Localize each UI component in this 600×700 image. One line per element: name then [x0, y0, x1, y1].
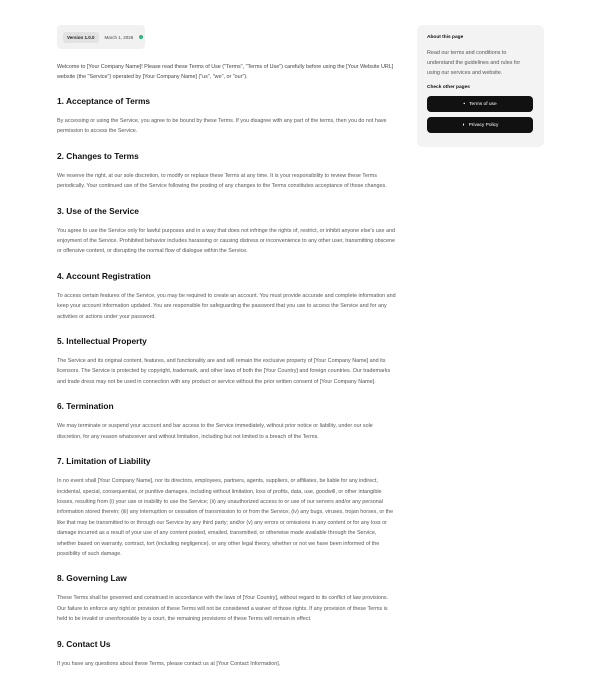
section-heading: 3. Use of the Service [57, 205, 139, 216]
terms-content [57, 62, 397, 669]
section-body: You agree to use the Service only for lawful purposes and in a way that does not infringe the rights of, restrict, or inhibit anyone else's use and enjoyment of the Service. Prohibited behavior includes harassing or causing distress or inconvenience to any other user, transmitting obscene or offensive content, or disrupting the normal flow of dialogue within the Service. [57, 227, 396, 255]
section-heading: 2. Changes to Terms [57, 150, 139, 161]
section-body: If you have any questions about these Terms, please contact us at [Your Contact Information]. [57, 660, 281, 667]
sidebar-title: About this page [427, 35, 464, 40]
privacy-policy-button[interactable] [427, 117, 533, 133]
terms-of-use-button[interactable] [427, 96, 533, 112]
section-heading: 6. Termination [57, 401, 114, 412]
section-changes [57, 151, 397, 192]
section-body: We reserve the right, at our sole discretion, to modify or replace these Terms at any time. It is your responsibility to review these Terms periodically. Your continued use of the Service following the posting of any changes to the Terms constitutes acceptance of those changes. [57, 172, 387, 190]
section-use [57, 206, 397, 257]
section-body: By accessing or using the Service, you agree to be bound by these Terms. If you disagree with any part of the terms, then you do not have permission to access the Service. [57, 118, 387, 135]
section-ip [57, 336, 397, 387]
version-badge: Version 1.0.0 [63, 32, 99, 43]
section-heading: 7. Limitation of Liability [57, 456, 151, 467]
section-body: In no event shall [Your Company Name], nor its directors, employees, partners, agents, suppliers, or affiliates, be liable for any indirect, incidental, special, consequential, or punitive damages, including without limitation, loss of profits, data, use, goodwill, or other intangible losses, resulting from (i) your use or inability to use the Service; (ii) any unauthorized access to or use of our servers and/or any personal information stored therein; (iii) any interruption or cessation of transmission to or from the Service; (iv) any bugs, viruses, trojan horses, or the like that may be transmitted to or through our Service by any third party; and/or (v) any errors or omissions in any content or for any loss or damage incurred as a result of your use of any content posted, emailed, transmitted, or otherwise made available through the Service, whether based on warranty, contract, tort (including negligence), or any other legal theory, whether or not we have been informed of the possibility of such damage. [57, 478, 394, 557]
document-icon: ▪ [463, 100, 466, 107]
section-termination [57, 401, 397, 442]
section-heading: 5. Intellectual Property [57, 336, 147, 347]
half-circle-icon: ◑ [461, 121, 465, 128]
section-governing-law [57, 573, 397, 624]
section-body: The Service and its original content, features, and functionality are and will remain the exclusive property of [Your Company Name] and its licensors. The Service is protected by copyright, trademark, and other laws of both the [Your Country] and foreign countries. Our trademarks and trade dress may not be used in connection with any product or service without the prior written consent of [Your Company Name]. [57, 358, 391, 385]
section-acceptance [57, 96, 397, 137]
other-pages-label: Check other pages [427, 85, 470, 90]
section-body: To access certain features of the Service, you may be required to create an account. You must provide accurate and complete information and keep your account information updated. You are responsible for safeguarding the password that you use to access the Service and for any activities or actions under your password. [57, 292, 396, 320]
section-heading: 1. Acceptance of Terms [57, 96, 151, 106]
section-liability [57, 456, 397, 559]
sidebar-description: Read our terms and conditions to understand the guidelines and rules for using our services and website. [427, 50, 521, 76]
section-body: These Terms shall be governed and construed in accordance with the laws of [Your Country], without regard to its conflict of law provisions. Our failure to enforce any right or provision of these Terms will not be considered a waiver of those rights. If any provision of these Terms is held to be invalid or unenforceable by a court, the remaining provisions of these Terms will remain in effect. [57, 595, 389, 623]
intro-paragraph: Welcome to [Your Company Name]! Please read these Terms of Use ("Terms", "Terms of Use") carefully before using the [Your Website URL] website (the "Service") operated by [Your Company Name] ("us", "we", or "our"). [57, 64, 394, 80]
section-account [57, 271, 397, 322]
button-label: Terms of use [469, 101, 497, 107]
section-body: We may terminate or suspend your account and bar access to the Service immediately, without prior notice or liability, under our sole discretion, for any reason whatsoever and without limitation, including but not limited to a breach of the Terms. [57, 423, 373, 440]
about-sidebar [417, 25, 544, 147]
section-heading: 4. Account Registration [57, 270, 151, 281]
version-meta [57, 25, 145, 49]
publish-date: March 1, 2026 [104, 34, 134, 40]
button-label: Privacy Policy [468, 122, 499, 128]
section-heading: 9. Contact Us [57, 638, 111, 649]
section-heading: 8. Governing Law [57, 573, 127, 584]
section-contact [57, 639, 397, 669]
status-dot-icon [139, 35, 143, 39]
